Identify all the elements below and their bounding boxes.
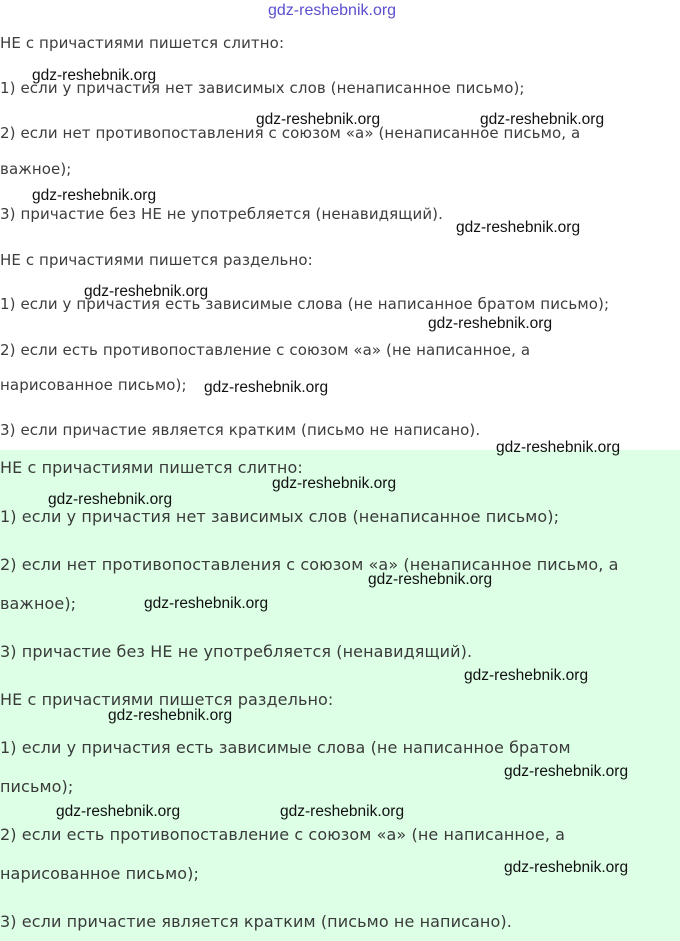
- rule-heading-together: НЕ с причастиями пишется слитно:: [0, 458, 303, 477]
- rule-line: нарисованное письмо);: [0, 864, 199, 883]
- watermark: gdz-reshebnik.org: [204, 379, 329, 396]
- watermark: gdz-reshebnik.org: [504, 859, 629, 876]
- rule-line: 3) если причастие является кратким (письмо не написано).: [0, 912, 512, 931]
- header-watermark: gdz-reshebnik.org: [268, 2, 397, 19]
- rule-heading-separate: НЕ с причастиями пишется раздельно:: [0, 251, 313, 269]
- rule-line: 3) причастие без НЕ не употребляется (ненавидящий).: [0, 642, 473, 661]
- watermark: gdz-reshebnik.org: [428, 315, 553, 332]
- watermark: gdz-reshebnik.org: [368, 571, 493, 588]
- rule-line: 2) если нет противопоставления с союзом «а» (ненаписанное письмо, а: [0, 555, 619, 574]
- rule-line: 1) если у причастия есть зависимые слова (не написанное братом: [0, 738, 571, 757]
- rule-heading-together: НЕ с причастиями пишется слитно:: [0, 34, 285, 52]
- watermark: gdz-reshebnik.org: [32, 187, 157, 204]
- rule-line: 1) если у причастия нет зависимых слов (ненаписанное письмо);: [0, 79, 525, 97]
- rule-line: 1) если у причастия нет зависимых слов (ненаписанное письмо);: [0, 507, 560, 526]
- watermark: gdz-reshebnik.org: [496, 439, 621, 456]
- watermark: gdz-reshebnik.org: [56, 803, 181, 820]
- watermark: gdz-reshebnik.org: [480, 111, 605, 128]
- rule-line: важное);: [0, 160, 72, 178]
- watermark: gdz-reshebnik.org: [456, 219, 581, 236]
- watermark: gdz-reshebnik.org: [32, 67, 157, 84]
- watermark: gdz-reshebnik.org: [84, 283, 209, 300]
- watermark: gdz-reshebnik.org: [504, 763, 629, 780]
- rule-line: 2) если есть противопоставление с союзом «а» (не написанное, а: [0, 825, 566, 844]
- rule-line: 1) если у причастия есть зависимые слова (не написанное братом письмо);: [0, 295, 610, 313]
- rule-line: 2) если нет противопоставления с союзом «а» (ненаписанное письмо, а: [0, 124, 581, 142]
- rule-line: 3) причастие без НЕ не употребляется (ненавидящий).: [0, 205, 444, 223]
- watermark: gdz-reshebnik.org: [464, 667, 589, 684]
- watermark: gdz-reshebnik.org: [108, 707, 233, 724]
- rule-line: важное);: [0, 594, 77, 613]
- watermark: gdz-reshebnik.org: [144, 595, 269, 612]
- watermark: gdz-reshebnik.org: [48, 491, 173, 508]
- watermark: gdz-reshebnik.org: [256, 111, 381, 128]
- rule-heading-separate: НЕ с причастиями пишется раздельно:: [0, 690, 334, 709]
- rule-line: письмо);: [0, 777, 74, 796]
- rule-line: нарисованное письмо);: [0, 376, 187, 394]
- rule-line: 3) если причастие является кратким (письмо не написано).: [0, 421, 481, 439]
- watermark: gdz-reshebnik.org: [272, 475, 397, 492]
- rule-line: 2) если есть противопоставление с союзом «а» (не написанное, а: [0, 341, 531, 359]
- watermark: gdz-reshebnik.org: [280, 803, 405, 820]
